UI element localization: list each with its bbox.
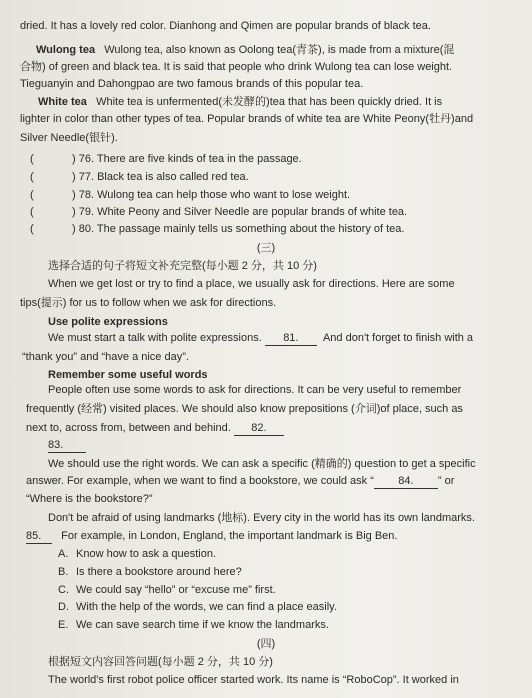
text-line: “Where is the bookstore?” <box>26 493 153 505</box>
text-line: We should use the right words. We can ask a specific (精确的) question to get a specific <box>48 458 476 470</box>
answer-bracket[interactable]: ( <box>30 206 34 218</box>
subheading: Remember some useful words <box>48 369 208 381</box>
paragraph-wulong <box>36 43 454 57</box>
answer-bracket[interactable]: ( <box>30 189 34 201</box>
answer-bracket[interactable]: ( <box>30 171 34 183</box>
option-item: E. We can save search time if we know the landmarks. <box>58 619 329 631</box>
text-line: tips(提示) for us to follow when we ask for directions. <box>20 297 277 309</box>
section-number: (三) <box>256 242 276 254</box>
heading-white: White tea <box>38 96 87 108</box>
question-item: ( ) 77. Black tea is also called red tea. <box>30 171 249 183</box>
text-line: Silver Needle(银针). <box>20 132 118 144</box>
text-line: next to, across from, between and behind. 82. <box>26 421 284 436</box>
question-item: ( ) 79. White Peony and Silver Needle are popular brands of white tea. <box>30 206 408 218</box>
question-item: ( ) 78. Wulong tea can help those who want to lose weight. <box>30 189 351 201</box>
section-number: (四) <box>256 638 276 650</box>
section-instruction: 选择合适的句子将短文补充完整(每小题 2 分，共 10 分) <box>48 260 317 272</box>
blank-82[interactable]: 82. <box>234 421 284 436</box>
text-line: Don't be afraid of using landmarks (地标). Every city in the world has its own landmarks. <box>48 512 475 524</box>
paragraph-white <box>38 95 442 109</box>
text-line: Tieguanyin and Dahongpao are two famous brands of this popular tea. <box>20 78 364 90</box>
answer-bracket[interactable]: ( <box>30 223 34 235</box>
text-line: dried. It has a lovely red color. Dianhong and Qimen are popular brands of black tea. <box>20 20 431 32</box>
option-item: D. With the help of the words, we can find a place easily. <box>58 601 337 613</box>
section-instruction: 根据短文内容回答问题(每小题 2 分，共 10 分) <box>48 656 273 668</box>
option-item: B. Is there a bookstore around here? <box>58 566 242 578</box>
text-line: Wulong tea, also known as Oolong tea(青茶), is made from a mixture(混 <box>104 44 455 56</box>
blank-83[interactable]: 83. <box>48 438 86 453</box>
blank-85[interactable]: 85. <box>26 529 52 544</box>
question-item: ( ) 76. There are five kinds of tea in the passage. <box>30 153 302 165</box>
text-line: The world's first robot police officer started work. Its name is “RoboCop”. It worked in <box>48 674 459 686</box>
text-line: We must start a talk with polite expressions. 81. And don't forget to finish with a <box>48 332 474 344</box>
text-line: People often use some words to ask for directions. It can be very useful to remember <box>48 384 462 396</box>
text-line <box>48 438 86 453</box>
text-line: When we get lost or try to find a place, we usually ask for directions. Here are some <box>48 278 455 290</box>
text-line: 85. For example, in London, England, the important landmark is Big Ben. <box>26 530 398 542</box>
blank-84[interactable]: 84. <box>374 474 438 489</box>
text-line: White tea is unfermented(未发酵的)tea that has been quickly dried. It is <box>96 96 443 108</box>
question-item: ( ) 80. The passage mainly tells us something about the history of tea. <box>30 223 405 235</box>
answer-bracket[interactable]: ( <box>30 153 34 165</box>
text-line: 合物) of green and black tea. It is said that people who drink Wulong tea can lose weight. <box>20 61 453 73</box>
text-line: lighter in color than other types of tea. Popular brands of white tea are White Peony(牡丹)and <box>20 113 474 125</box>
option-item: C. We could say “hello” or “excuse me” first. <box>58 584 276 596</box>
text-line: frequently (经常) visited places. We should also know prepositions (介词)of place, such as <box>26 403 463 415</box>
subheading: Use polite expressions <box>48 316 168 328</box>
text-line: “thank you” and “have a nice day”. <box>22 351 189 363</box>
blank-81[interactable]: 81. <box>265 331 317 346</box>
text-line: answer. For example, when we want to find a bookstore, we could ask “ 84. ” or <box>26 475 455 487</box>
heading-wulong: Wulong tea <box>36 44 96 56</box>
option-item: A. Know how to ask a question. <box>58 548 217 560</box>
